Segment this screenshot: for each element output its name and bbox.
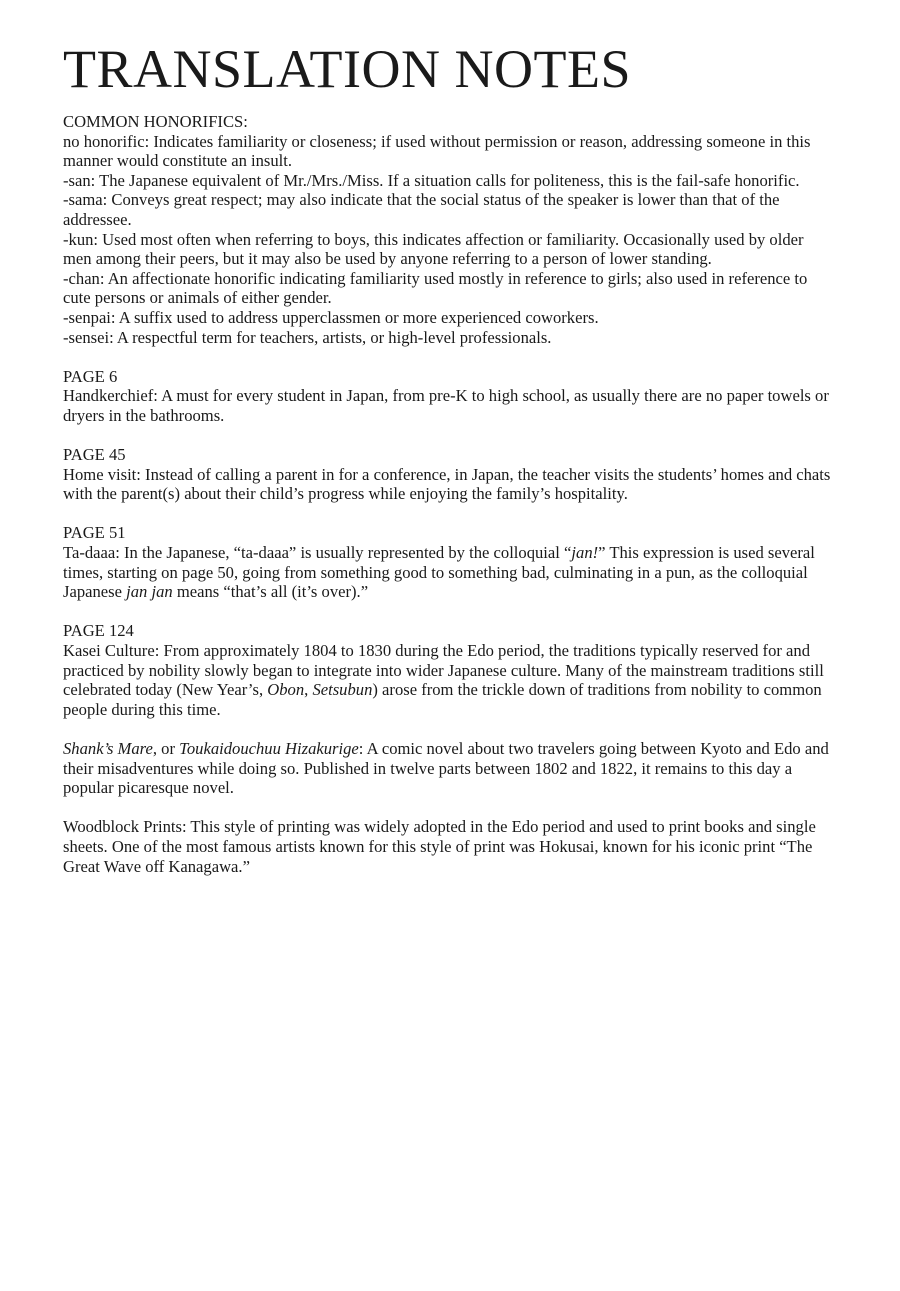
kasei-culture-note	[63, 641, 833, 719]
page-124-heading: PAGE 124	[63, 621, 134, 641]
honorific-item-sensei: -sensei: A respectful term for teachers, artists, or high-level professionals.	[63, 327, 552, 347]
page-124-section	[63, 621, 833, 719]
honorifics-section	[63, 112, 833, 347]
honorific-item-senpai: -senpai: A suffix used to address upperclassmen or more experienced coworkers.	[63, 307, 599, 327]
jan-term: jan!	[571, 543, 599, 563]
shanks-mare-or: , or	[152, 739, 180, 758]
honorific-item-none: no honorific: Indicates familiarity or closeness; if used without permission or reason, addressing someone in this manner would constitute an insult.	[63, 131, 811, 171]
toukaidouchuu-title: Toukaidouchuu Hizakurige	[179, 739, 359, 758]
ta-daaa-text-3: means “that’s all (it’s over).”	[172, 582, 369, 602]
jan-jan-term: jan jan	[126, 582, 173, 602]
translation-notes-page	[63, 40, 833, 896]
kasei-comma: ,	[304, 680, 313, 700]
shanks-mare-text: : A comic novel about two travelers going between Kyoto and Edo and their misadventures while doing so. Published in twelve parts between 1802 and 1822, it remains to this day a popular picaresque novel.	[63, 739, 829, 798]
page-6-section	[63, 367, 833, 426]
shanks-mare-note	[63, 739, 833, 798]
page-title: TRANSLATION NOTES	[63, 39, 631, 99]
kasei-text-1: Kasei Culture: From approximately 1804 to 1830 during the Edo period, the traditions typically reserved for and practiced by nobility slowly began to integrate into wider Japanese culture. Many of the mainstream traditions still celebrated today (New Year’s,	[63, 641, 824, 700]
setsubun-term: Setsubun	[312, 680, 373, 700]
kasei-text-2: ) arose from the trickle down of traditions from nobility to common people during this time.	[63, 680, 822, 719]
woodblock-section	[63, 817, 833, 876]
obon-term: Obon	[267, 680, 305, 700]
shanks-mare-title: Shank’s Mare	[63, 739, 153, 758]
honorific-item-sama: -sama: Conveys great respect; may also indicate that the social status of the speaker is lower than that of the addressee.	[63, 190, 780, 229]
page-6-heading: PAGE 6	[63, 366, 118, 386]
handkerchief-note: Handkerchief: A must for every student in Japan, from pre-K to high school, as usually there are no paper towels or dryers in the bathrooms.	[63, 386, 829, 425]
honorifics-heading: COMMON HONORIFICS:	[63, 112, 248, 131]
honorific-item-san: -san: The Japanese equivalent of Mr./Mrs./Miss. If a situation calls for politeness, this is the fail-safe honorific.	[63, 170, 800, 190]
honorific-item-kun: -kun: Used most often when referring to boys, this indicates affection or familiarity. Occasionally used by older men among their peers, but it may also be used by anyone referring to a person of lower standing.	[63, 229, 804, 269]
page-45-heading: PAGE 45	[63, 445, 126, 465]
shanks-mare-section	[63, 739, 833, 798]
home-visit-note: Home visit: Instead of calling a parent in for a conference, in Japan, the teacher visits the students’ homes and chats with the parent(s) about their child’s progress while enjoying the family’s hospitality.	[63, 464, 831, 504]
ta-daaa-text-2: ” This expression is used several times, starting on page 50, going from something good to something bad, culminating in a pun, as the colloquial Japanese	[63, 543, 815, 602]
honorific-item-chan: -chan: An affectionate honorific indicating familiarity used mostly in reference to girls; also used in reference to cute persons or animals of either gender.	[63, 268, 808, 308]
page-51-heading: PAGE 51	[63, 523, 126, 543]
page-51-section	[63, 523, 833, 601]
page-45-section	[63, 445, 833, 504]
woodblock-prints-note: Woodblock Prints: This style of printing was widely adopted in the Edo period and used to print books and single sheets. One of the most famous artists known for this style of print was Hokusai, known for his iconic print “The Great Wave off Kanagawa.”	[63, 817, 816, 876]
ta-daaa-text-1: Ta-daaa: In the Japanese, “ta-daaa” is usually represented by the colloquial “	[63, 543, 572, 563]
ta-daaa-note	[63, 543, 833, 602]
